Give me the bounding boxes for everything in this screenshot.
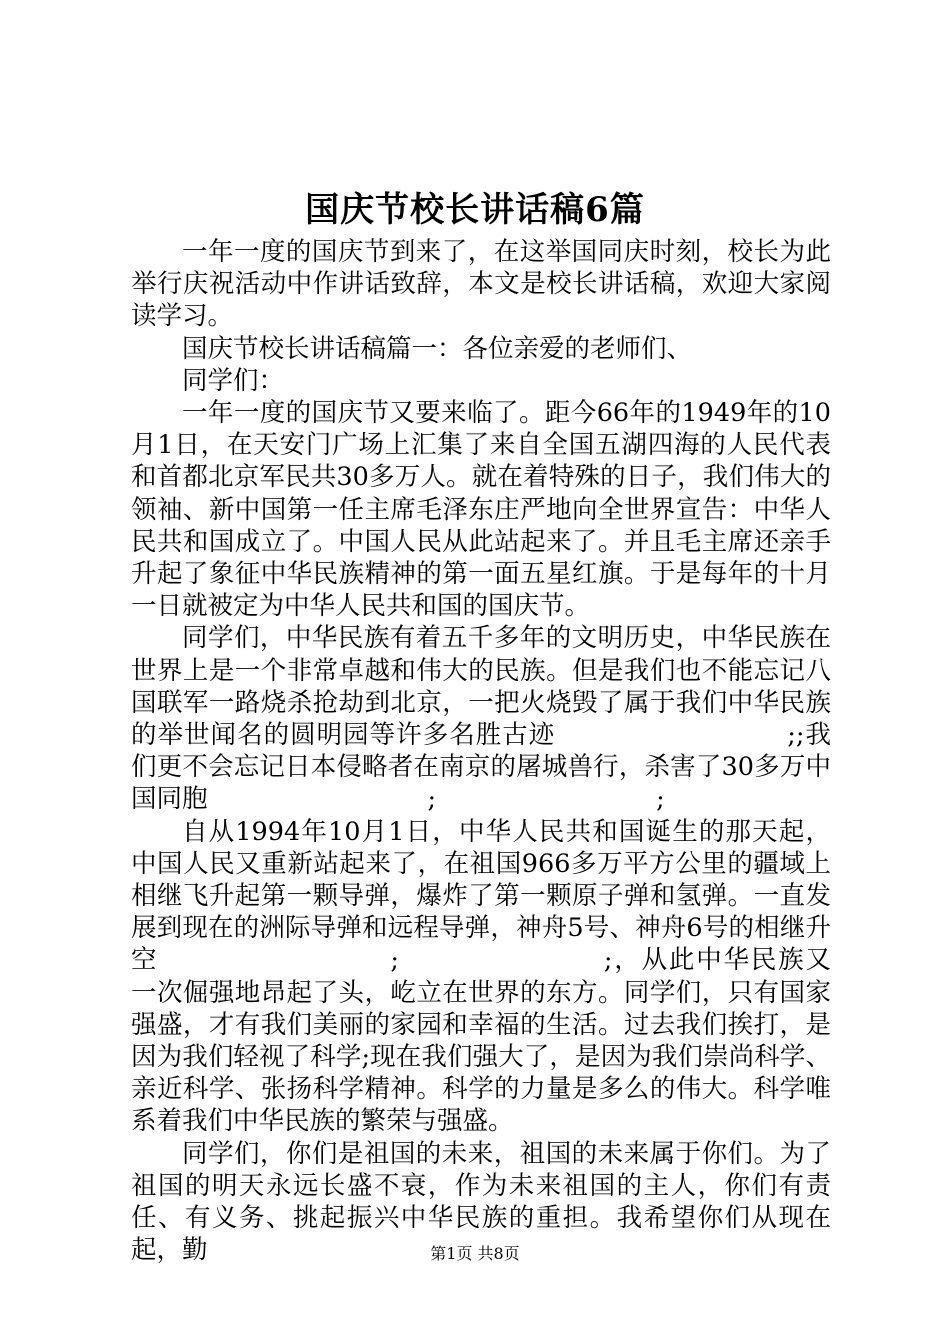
paragraph-chinese-nation-separator-2: ; [427, 784, 437, 815]
paragraph-chinese-nation-separator: ; [787, 720, 796, 751]
document-body [131, 236, 831, 1267]
paragraph-chinese-nation-part2: ;我们更不会忘记日本侵略者在南京的屠城兽行，杀害了30多万中国同胞 [131, 720, 831, 815]
paragraph-rise-of-china [131, 816, 831, 1138]
paragraph-rise-of-china-separator: ; [390, 945, 399, 976]
paragraph-chinese-nation-part1: 同学们，中华民族有着五千多年的文明历史，中华民族在世界上是一个非常卓越和伟大的民族。但是我们也不能忘记八国联军一路烧杀抢劫到北京，一把火烧毁了属于我们中华民族的举世闻名的圆明园等许多名胜古迹 [131, 623, 831, 751]
paragraph-chinese-nation [131, 622, 831, 815]
document-title: 国庆节校长讲话稿6篇 [305, 190, 645, 230]
paragraph-intro: 一年一度的国庆节到来了，在这举国同庆时刻，校长为此举行庆祝活动中作讲话致辞，本文是校长讲话稿，欢迎大家阅读学习。 [131, 237, 831, 332]
paragraph-national-day-history: 一年一度的国庆节又要来临了。距今66年的1949年的10月1日，在天安门广场上汇集了来自全国五湖四海的人民代表和首都北京军民共30多万人。就在着特殊的日子，我们伟大的领袖、新中国第一任主席毛泽东庄严地向全世界宣告：中华人民共和国成立了。中国人民从此站起来了。并且毛主席还亲手升起了象征中华民族精神的第一面五星红旗。于是每年的十月一日就被定为中华人民共和国的国庆节。 [131, 398, 831, 622]
paragraph-speech-heading: 国庆节校长讲话稿篇一：各位亲爱的老师们、 [182, 333, 693, 364]
paragraph-greeting: 同学们： [182, 365, 285, 396]
paragraph-future: 同学们，你们是祖国的未来，祖国的未来属于你们。为了祖国的明天永远长盛不衰，作为未来祖国的主人，你们有责任、有义务、挑起振兴中华民族的重担。我希望你们从现在起，勤 [131, 1138, 831, 1266]
paragraph-chinese-nation-separator-3: ; [656, 784, 665, 815]
paragraph-rise-of-china-part1: 自从1994年10月1日，中华人民共和国诞生的那天起，中国人民又重新站起来了，在祖国966多万平方公里的疆域上相继飞升起第一颗导弹，爆炸了第一颗原子弹和氢弹。一直发展到现在的洲际导弹和远程导弹，神舟5号、神舟6号的相继升空 [131, 816, 831, 976]
paragraph-rise-of-china-part2: ;，从此中华民族又一次倔强地昂起了头，屹立在世界的东方。同学们，只有国家强盛，才有我们美丽的家园和幸福的生活。过去我们挨打，是因为我们轻视了科学;现在我们强大了，是因为我们崇尚科学、亲近科学、张扬科学精神。科学的力量是多么的伟大。科学唯系着我们中华民族的繁荣与强盛。 [131, 945, 831, 1137]
page-number-footer: 第1页 共8页 [430, 1244, 520, 1263]
